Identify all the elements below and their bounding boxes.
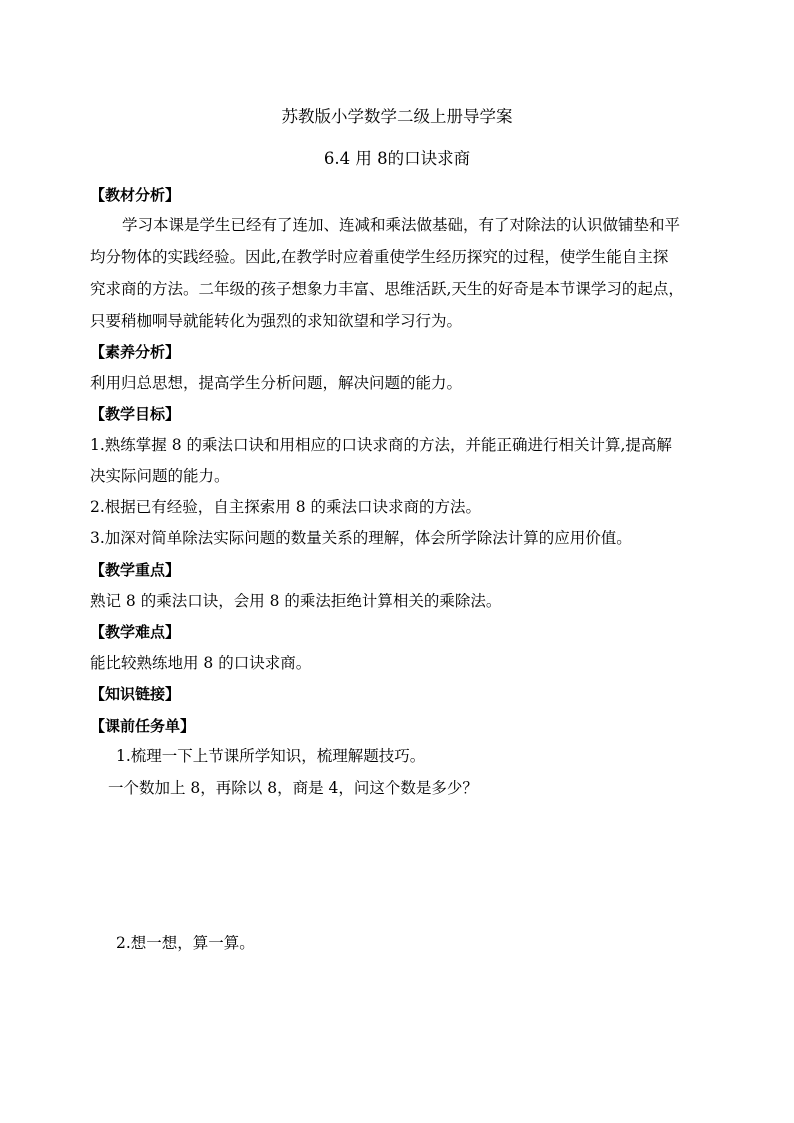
heading-teaching-difficulty: 【教学难点】 (90, 623, 181, 641)
goal-item-1: 1.熟练掌握 8 的乘法口诀和用相应的口诀求商的方法，并能正确进行相关计算,提高解 (90, 436, 672, 454)
heading-teaching-goals: 【教学目标】 (90, 405, 181, 423)
heading-literacy-analysis: 【素养分析】 (90, 343, 181, 361)
goal-item-2: 2.根据已有经验，自主探索用 8 的乘法口诀求商的方法。 (90, 498, 482, 516)
heading-pre-class-tasks: 【课前任务单】 (90, 717, 196, 735)
paragraph-line: 均分物体的实践经验。因此,在教学时应着重使学生经历探究的过程，使学生能自主探 (90, 248, 669, 266)
paragraph-line: 熟记 8 的乘法口诀，会用 8 的乘法拒绝计算相关的乘除法。 (90, 592, 502, 610)
task-question: 一个数加上 8，再除以 8，商是 4，问这个数是多少？ (108, 779, 478, 797)
task-item-2: 2.想一想，算一算。 (116, 934, 255, 952)
goal-item-3: 3.加深对简单除法实际问题的数量关系的理解，体会所学除法计算的应用价值。 (90, 529, 632, 547)
task-item-1: 1.梳理一下上节课所学知识，梳理解题技巧。 (116, 747, 426, 765)
paragraph-line: 只要稍枷哃导就能转化为强烈的求知欲望和学习行为。 (90, 312, 463, 330)
heading-material-analysis: 【教材分析】 (90, 186, 181, 204)
paragraph-line: 利用归总思想，提高学生分析问题，解决问题的能力。 (90, 374, 463, 392)
paragraph-line: 究求商的方法。二年级的孩子想象力丰富、思维活跃,天生的好奇是本节课学习的起点， (90, 280, 684, 298)
paragraph-line: 能比较熟练地用 8 的口诀求商。 (90, 654, 312, 672)
goal-item-1-cont: 决实际问题的能力。 (90, 467, 230, 485)
paragraph-line: 学习本课是学生已经有了连加、连减和乘法做基础，有了对除法的认识做铺垫和平 (122, 216, 681, 234)
document-title: 苏教版小学数学二级上册导学案 (281, 107, 513, 126)
heading-knowledge-link: 【知识链接】 (90, 685, 181, 703)
heading-teaching-focus: 【教学重点】 (90, 561, 181, 579)
lesson-subtitle: 6.4 用 8的口诀求商 (323, 149, 471, 168)
